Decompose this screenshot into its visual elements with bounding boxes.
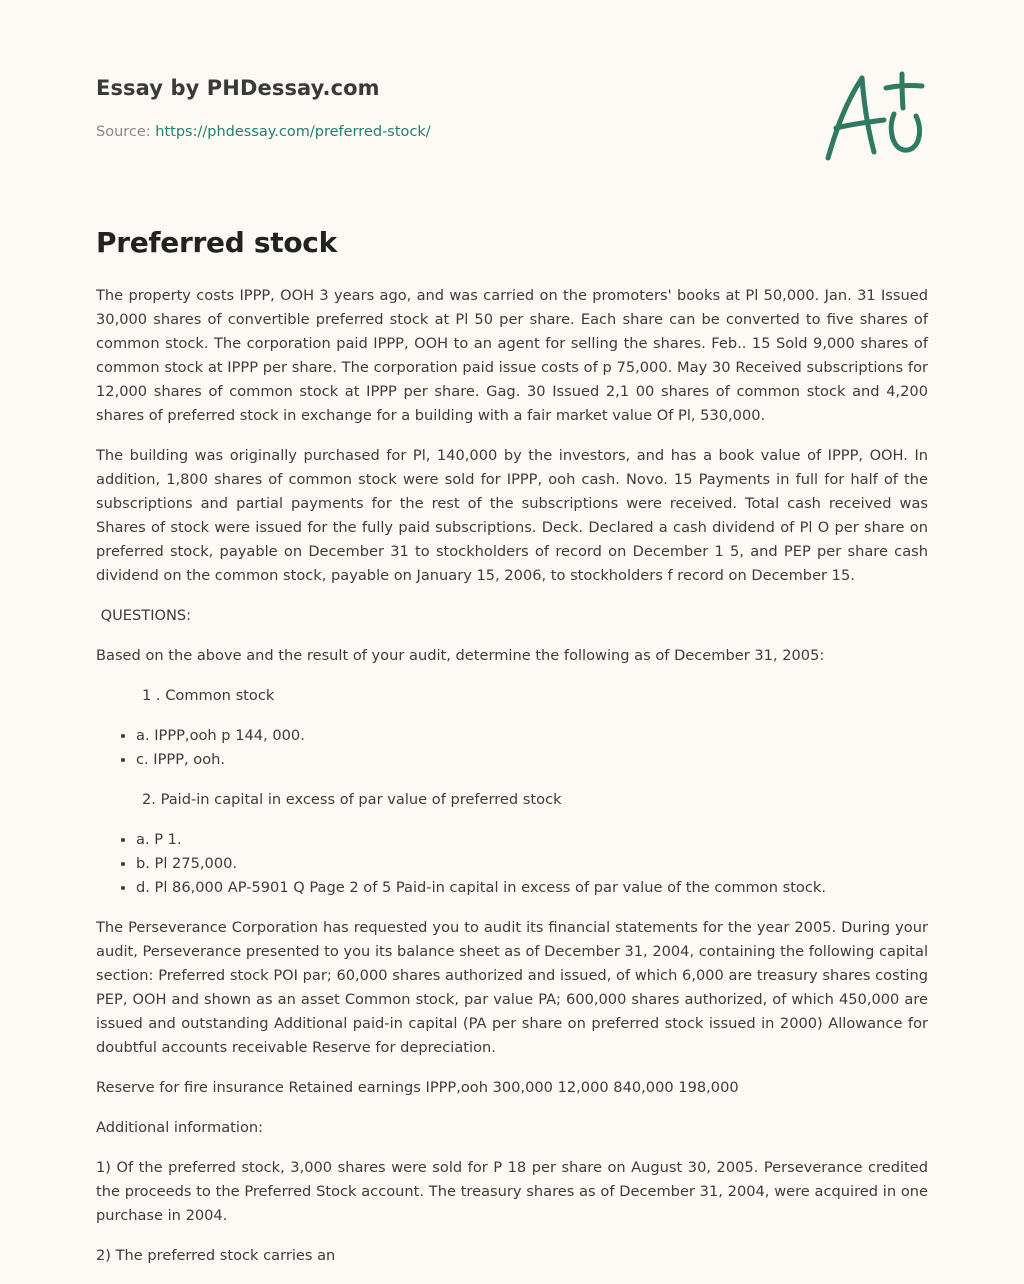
source-label: Source: (96, 124, 156, 140)
list-item: • b. Pl 275,000. (136, 852, 928, 876)
paragraph-2: The building was originally purchased for Pl, 140,000 by the investors, and has a book value of IPPP, OOH. In addition, 1,800 shares of common stock were sold for IPPP, ooh cash. Novo. 15 Payments in full for half of the subscriptions and partial payments for the rest of the subscriptions were received. Total cash received was Shares of stock were issued for the fully paid subscriptions. Deck. Declared a cash dividend of Pl O per share on preferred stock, payable on December 31 to stockholders of record on December 1 5, and PEP per share cash dividend on the common stock, payable on January 15, 2006, to stockholders f record on December 15. (96, 447, 928, 584)
paragraph-7: 2) The preferred stock carries an (96, 1247, 336, 1264)
paragraph-3: The Perseverance Corporation has requested you to audit its financial statements for the year 2005. During your audit, Perseverance presented to you its balance sheet as of December 31, 2004, containing the following capital section: Preferred stock POI par; 60,000 shares authorized and issued, of which 6,000 are treasury shares costing PEP, OOH and shown as an asset Common stock, par value PA; 600,000 shares authorized, of which 450,000 are issued and outstanding Additional paid-in capital (PA per share on preferred stock issued in 2000) Allowance for doubtful accounts receivable Reserve for depreciation. (96, 919, 928, 1056)
paragraph-1: The property costs IPPP, OOH 3 years ago, and was carried on the promoters' books at Pl 50,000. Jan. 31 Issued 30,000 shares of convertible preferred stock at Pl 50 per share. Each share can be converted to five shares of common stock. The corporation paid IPPP, OOH to an agent for selling the shares. Feb.. 15 Sold 9,000 shares of common stock at IPPP per share. The corporation paid issue costs of p 75,000. May 30 Received subscriptions for 12,000 shares of common stock at IPPP per share. Gag. 30 Issued 2,1 00 shares of common stock and 4,200 shares of preferred stock in exchange for a building with a fair market value Of Pl, 530,000. (96, 287, 928, 424)
source-link[interactable]: https://phdessay.com/preferred-stock/ (155, 124, 431, 140)
article-title: Preferred stock (96, 226, 337, 259)
paragraph-5: Additional information: (96, 1119, 264, 1136)
list-item: • a. IPPP,ooh p 144, 000. (136, 724, 928, 748)
a-plus-logo-icon (824, 68, 928, 164)
paragraph-6: 1) Of the preferred stock, 3,000 shares were sold for P 18 per share on August 30, 2005. Perseverance credited the proceeds to the Preferred Stock account. The treasury shares as of December 31, 2004, were acquired in one purchase in 2004. (96, 1159, 928, 1224)
questions-heading: QUESTIONS: (96, 607, 192, 624)
site-brand: Essay by PHDessay.com (96, 76, 380, 100)
answer-list-1 (96, 724, 928, 772)
list-item: • c. IPPP, ooh. (136, 748, 928, 772)
answer-list-2 (96, 828, 928, 900)
question-2: 2. Paid-in capital in excess of par value of preferred stock (142, 791, 562, 808)
article-body (96, 284, 928, 1284)
paragraph-4: Reserve for fire insurance Retained earnings IPPP,ooh 300,000 12,000 840,000 198,000 (96, 1079, 739, 1096)
question-1: 1 . Common stock (142, 687, 275, 704)
list-item: • d. Pl 86,000 AP-5901 Q Page 2 of 5 Paid-in capital in excess of par value of the common stock. (136, 876, 928, 900)
source-line (96, 124, 431, 140)
questions-intro: Based on the above and the result of your audit, determine the following as of December 31, 2005: (96, 647, 825, 664)
list-item: • a. P 1. (136, 828, 928, 852)
